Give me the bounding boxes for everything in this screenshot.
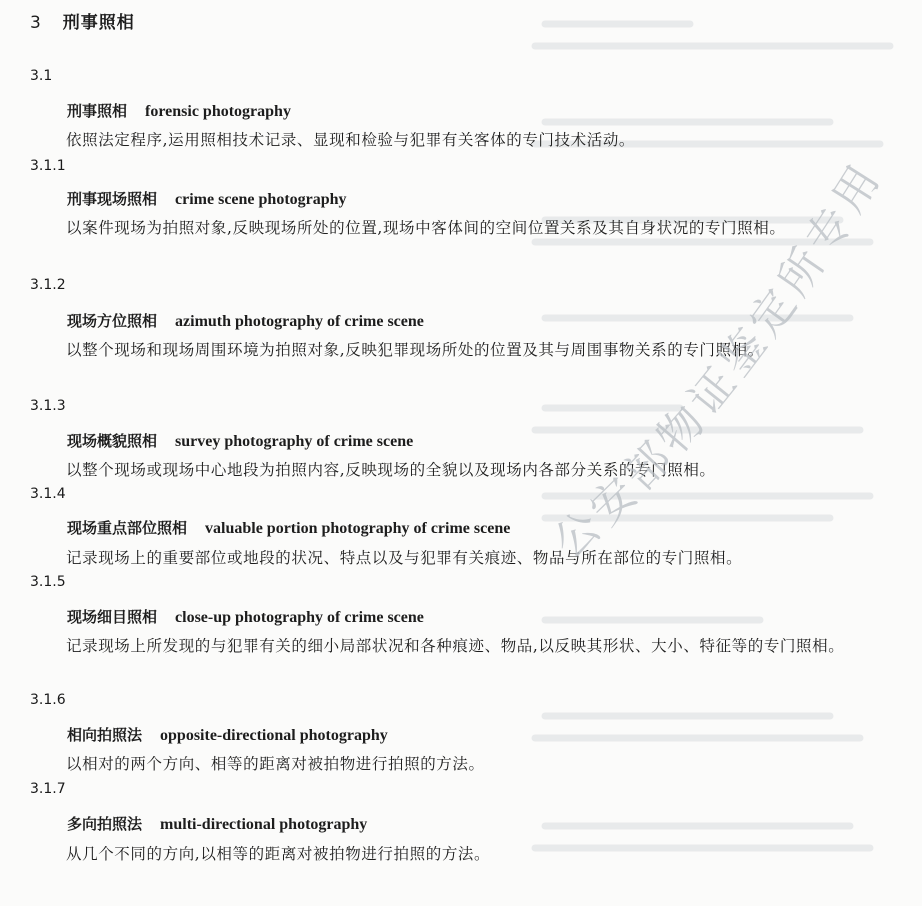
entry-number: 3.1.4 [30, 486, 66, 502]
entry-number: 3.1 [30, 68, 53, 84]
term-definition: 记录现场上所发现的与犯罪有关的细小局部状况和各种痕迹、物品,以反映其形状、大小、特征等的专门照相。 [66, 637, 845, 655]
term-heading [67, 100, 291, 121]
term-en: forensic photography [145, 103, 291, 120]
term-en: azimuth photography of crime scene [175, 313, 424, 330]
term-heading [67, 310, 424, 331]
term-definition: 以整个现场或现场中心地段为拍照内容,反映现场的全貌以及现场内各部分关系的专门照相。 [66, 461, 716, 479]
term-definition: 记录现场上的重要部位或地段的状况、特点以及与犯罪有关痕迹、物品与所在部位的专门照相。 [66, 549, 743, 567]
term-heading [67, 430, 413, 451]
term-heading [67, 517, 510, 538]
term-zh: 现场重点部位照相 [67, 519, 188, 537]
entry-number: 3.1.7 [30, 781, 66, 797]
term-zh: 现场方位照相 [67, 312, 158, 330]
entry-number: 3.1.3 [30, 398, 66, 414]
entry-number: 3.1.6 [30, 692, 66, 708]
term-zh: 刑事照相 [67, 102, 128, 120]
term-en: crime scene photography [175, 191, 347, 208]
term-zh: 现场概貌照相 [67, 432, 158, 450]
term-heading [67, 188, 347, 209]
stamp-text: 公安部物证鉴定所专用 [544, 152, 893, 569]
term-en: multi-directional photography [160, 816, 368, 833]
entry-number: 3.1.5 [30, 574, 66, 590]
term-definition: 以整个现场和现场周围环境为拍照对象,反映犯罪现场所处的位置及其与周围事物关系的专门照相。 [66, 341, 764, 359]
section-heading [30, 8, 135, 33]
term-zh: 现场细目照相 [67, 608, 158, 626]
entry-number: 3.1.1 [30, 158, 66, 174]
term-zh: 多向拍照法 [67, 815, 143, 833]
term-heading [67, 606, 424, 627]
term-en: survey photography of crime scene [175, 433, 414, 450]
term-heading [67, 724, 388, 745]
section-title: 刑事照相 [62, 13, 135, 33]
term-heading [67, 813, 367, 834]
term-en: opposite-directional photography [160, 727, 388, 744]
term-definition: 从几个不同的方向,以相等的距离对被拍物进行拍照的方法。 [66, 845, 491, 863]
term-definition: 以相对的两个方向、相等的距离对被拍物进行拍照的方法。 [66, 755, 485, 773]
term-zh: 相向拍照法 [67, 726, 143, 744]
section-number: 3 [30, 13, 42, 33]
entry-number: 3.1.2 [30, 277, 66, 293]
term-en: valuable portion photography of crime scene [205, 520, 511, 537]
term-definition: 以案件现场为拍照对象,反映现场所处的位置,现场中客体间的空间位置关系及其自身状况的专门照相。 [66, 219, 786, 237]
term-zh: 刑事现场照相 [67, 190, 158, 208]
term-definition: 依照法定程序,运用照相技术记录、显现和检验与犯罪有关客体的专门技术活动。 [66, 131, 636, 149]
term-en: close-up photography of crime scene [175, 609, 424, 626]
